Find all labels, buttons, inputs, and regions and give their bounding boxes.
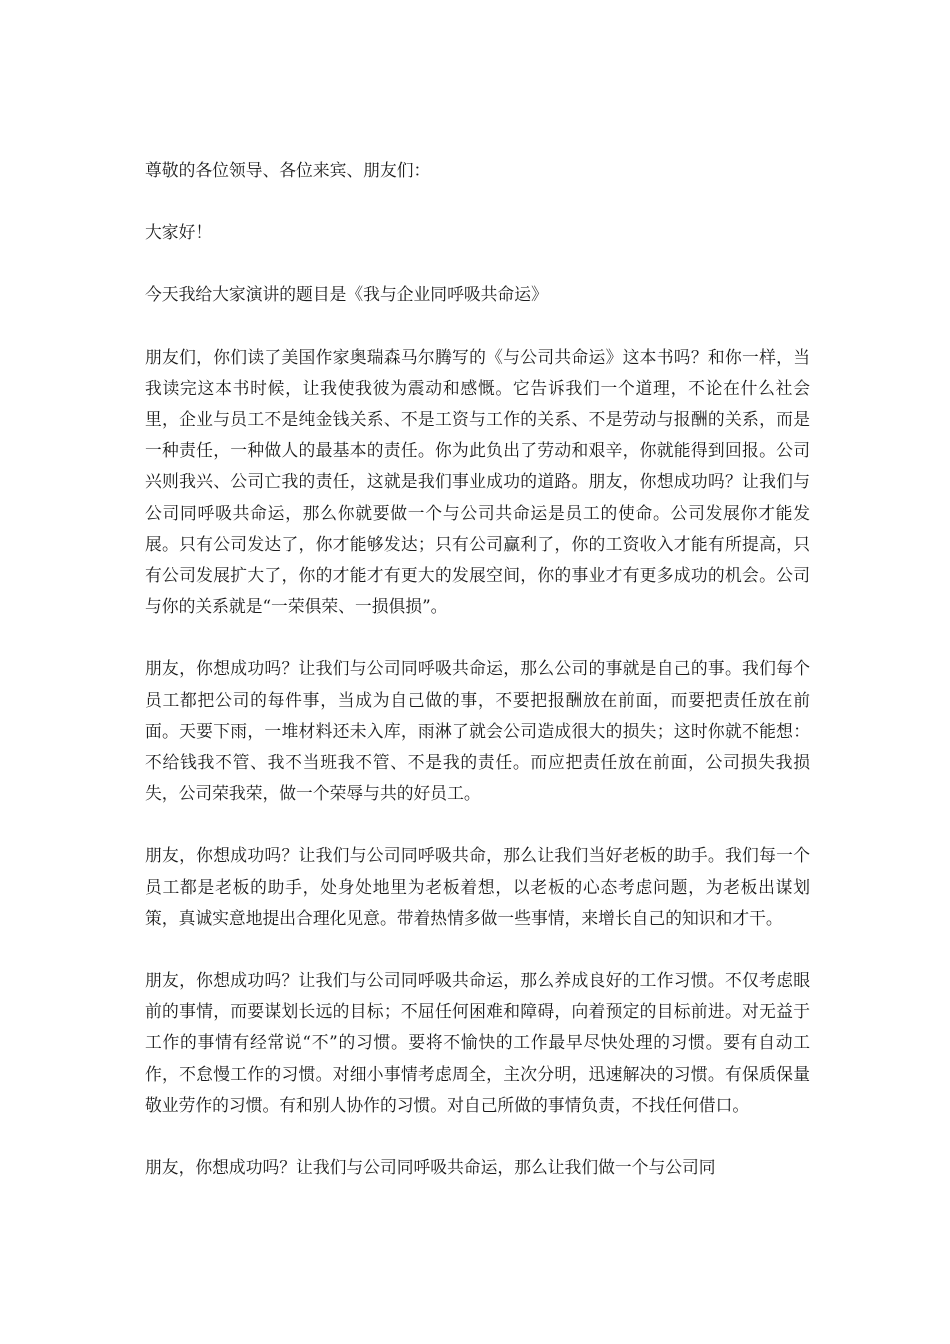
paragraph: 朋友，你想成功吗？让我们与公司同呼吸共命运，那么公司的事就是自己的事。我们每个员工都把公司的每件事，当成为自己做的事，不要把报酬放在前面，而要把责任放在前面。天要下雨，一堆材料还未入库，雨淋了就会公司造成很大的损失；这时你就不能想：不给钱我不管、我不当班我不管、不是我的责任。而应把责任放在前面，公司损失我损失，公司荣我荣，做一个荣辱与共的好员工。 [145, 658, 810, 804]
document-body [145, 155, 810, 1183]
greeting: 大家好！ [145, 222, 213, 243]
paragraph: 朋友，你想成功吗？让我们与公司同呼吸共命运，那么养成良好的工作习惯。不仅考虑眼前的事情，而要谋划长远的目标；不屈任何困难和障碍，向着预定的目标前进。对无益于工作的事情有经常说“不”的习惯。要将不愉快的工作最早尽快处理的习惯。要有自动工作，不怠慢工作的习惯。对细小事情考虑周全，主次分明，迅速解决的习惯。有保质保量敬业劳作的习惯。有和别人协作的习惯。对自己所做的事情负责，不找任何借口。 [145, 970, 810, 1115]
paragraph: 朋友，你想成功吗？让我们与公司同呼吸共命，那么让我们当好老板的助手。我们每一个员工都是老板的助手，处身处地里为老板着想，以老板的心态考虑问题，为老板出谋划策，真诚实意地提出合理化见意。带着热情多做一些事情，来增长自己的知识和才干。 [145, 845, 810, 928]
paragraph: 朋友，你想成功吗？让我们与公司同呼吸共命运，那么让我们做一个与公司同 [145, 1157, 716, 1178]
salutation: 尊敬的各位领导、各位来宾、朋友们： [145, 160, 431, 180]
paragraph: 朋友们，你们读了美国作家奥瑞森马尔腾写的《与公司共命运》这本书吗？和你一样，当我读完这本书时候，让我使我彼为震动和感慨。它告诉我们一个道理，不论在什么社会里，企业与员工不是纯金钱关系、不是工资与工作的关系、不是劳动与报酬的关系，而是一种责任，一种做人的最基本的责任。你为此负出了劳动和艰辛，你就能得到回报。公司兴则我兴、公司亡我的责任，这就是我们事业成功的道路。朋友，你想成功吗？让我们与公司同呼吸共命运，那么你就要做一个与公司共命运是员工的使命。公司发展你才能发展。只有公司发达了，你才能够发达；只有公司赢利了，你的工资收入才能有所提高，只有公司发展扩大了，你的才能才有更大的发展空间，你的事业才有更多成功的机会。公司与你的关系就是“一荣俱荣、一损俱损”。 [145, 346, 810, 617]
speech-topic: 今天我给大家演讲的题目是《我与企业同呼吸共命运》 [145, 284, 548, 305]
